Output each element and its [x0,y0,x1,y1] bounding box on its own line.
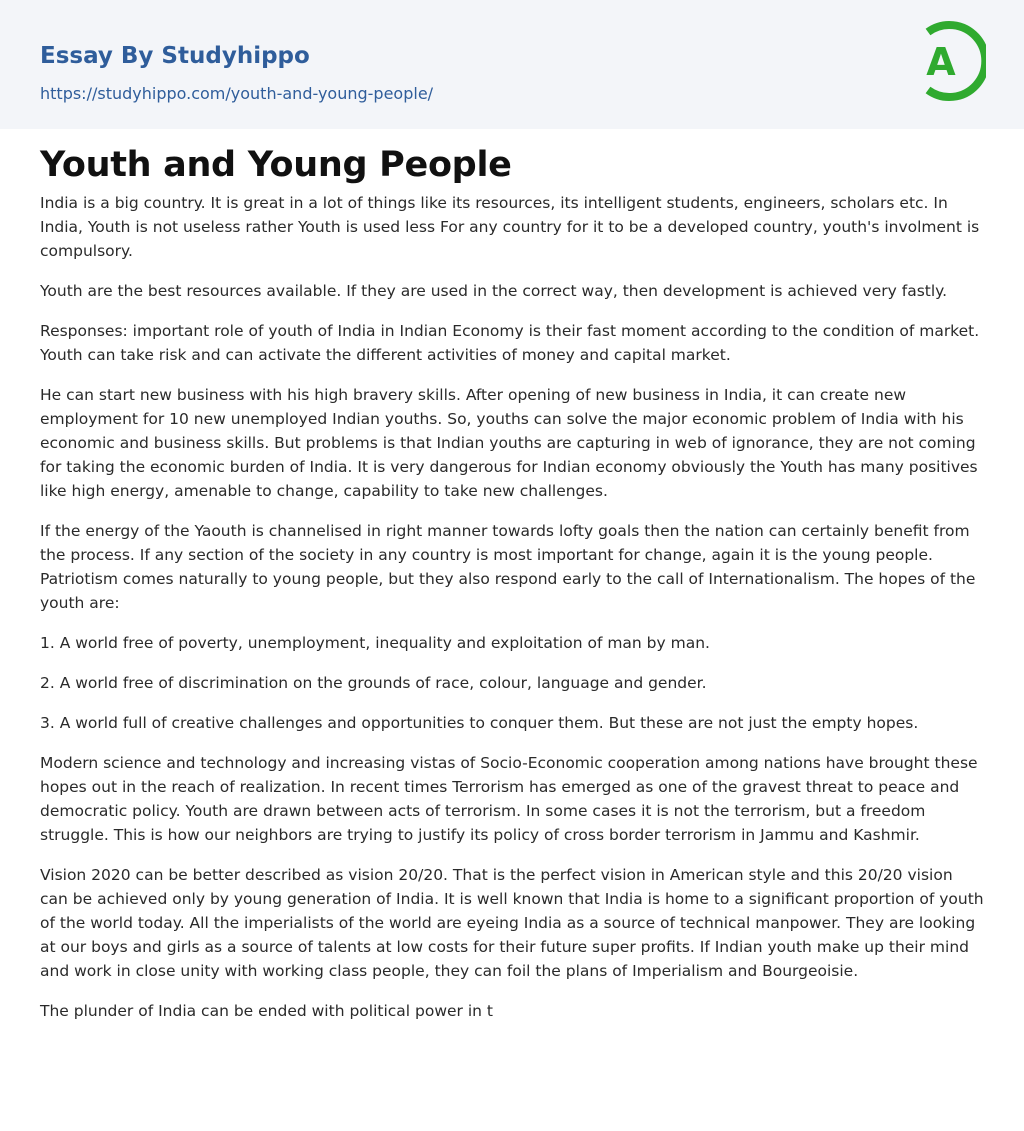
paragraph: India is a big country. It is great in a lot of things like its resources, its intelligent students, engineers, scholars etc. In India, Youth is not useless rather Youth is used less For any country for it to be a developed country, youth's involment is compulsory. [40,194,980,260]
brand-title: Essay By Studyhippo [40,43,310,69]
paragraph: He can start new business with his high bravery skills. After opening of new business in India, it can create new employment for 10 new unemployed Indian youths. So, youths can solve the major economic problem of India with his economic and business skills. But problems is that Indian youths are capturing in web of ignorance, they are not coming for taking the economic burden of India. It is very dangerous for Indian economy obviously the Youth has many positives like high energy, amenable to change, capability to take new challenges. [40,386,978,500]
paragraph: Responses: important role of youth of India in Indian Economy is their fast moment according to the condition of market. Youth can take risk and can activate the different activities of money and capital market. [40,322,980,364]
studyhippo-logo-icon[interactable] [914,18,986,104]
page-title: Youth and Young People [40,145,512,185]
essay-url-link[interactable]: https://studyhippo.com/youth-and-young-people/ [40,84,434,103]
paragraph: Modern science and technology and increasing vistas of Socio-Economic cooperation among nations have brought these hopes out in the reach of realization. In recent times Terrorism has emerged as one of the gravest threat to peace and democratic policy. Youth are drawn between acts of terrorism. In some cases it is not the terrorism, but a freedom struggle. This is how our neighbors are trying to justify its policy of cross border terrorism in Jammu and Kashmir. [40,754,978,844]
paragraph: Youth are the best resources available. If they are used in the correct way, then development is achieved very fastly. [40,282,948,300]
logo-letter: A [926,40,956,84]
paragraph: If the energy of the Yaouth is channelised in right manner towards lofty goals then the nation can certainly benefit from the process. If any section of the society in any country is most important for change, again it is the young people. Patriotism comes naturally to young people, but they also respond early to the call of Internationalism. The hopes of the youth are: [40,522,976,612]
list-item-hope-1: 1. A world free of poverty, unemployment, inequality and exploitation of man by man. [40,634,710,652]
site-header [0,0,1024,129]
truncated-paragraph: The plunder of India can be ended with political power in t [40,1002,493,1020]
paragraph: Vision 2020 can be better described as vision 20/20. That is the perfect vision in American style and this 20/20 vision can be achieved only by young generation of India. It is well known that India is home to a significant proportion of youth of the world today. All the imperialists of the world are eyeing India as a source of technical manpower. They are looking at our boys and girls as a source of talents at low costs for their future super profits. If Indian youth make up their mind and work in close unity with working class people, they can foil the plans of Imperialism and Bourgeoisie. [40,866,984,980]
list-item-hope-3: 3. A world full of creative challenges and opportunities to conquer them. But these are not just the empty hopes. [40,714,919,732]
list-item-hope-2: 2. A world free of discrimination on the grounds of race, colour, language and gender. [40,674,707,692]
essay-content [0,129,1024,1023]
